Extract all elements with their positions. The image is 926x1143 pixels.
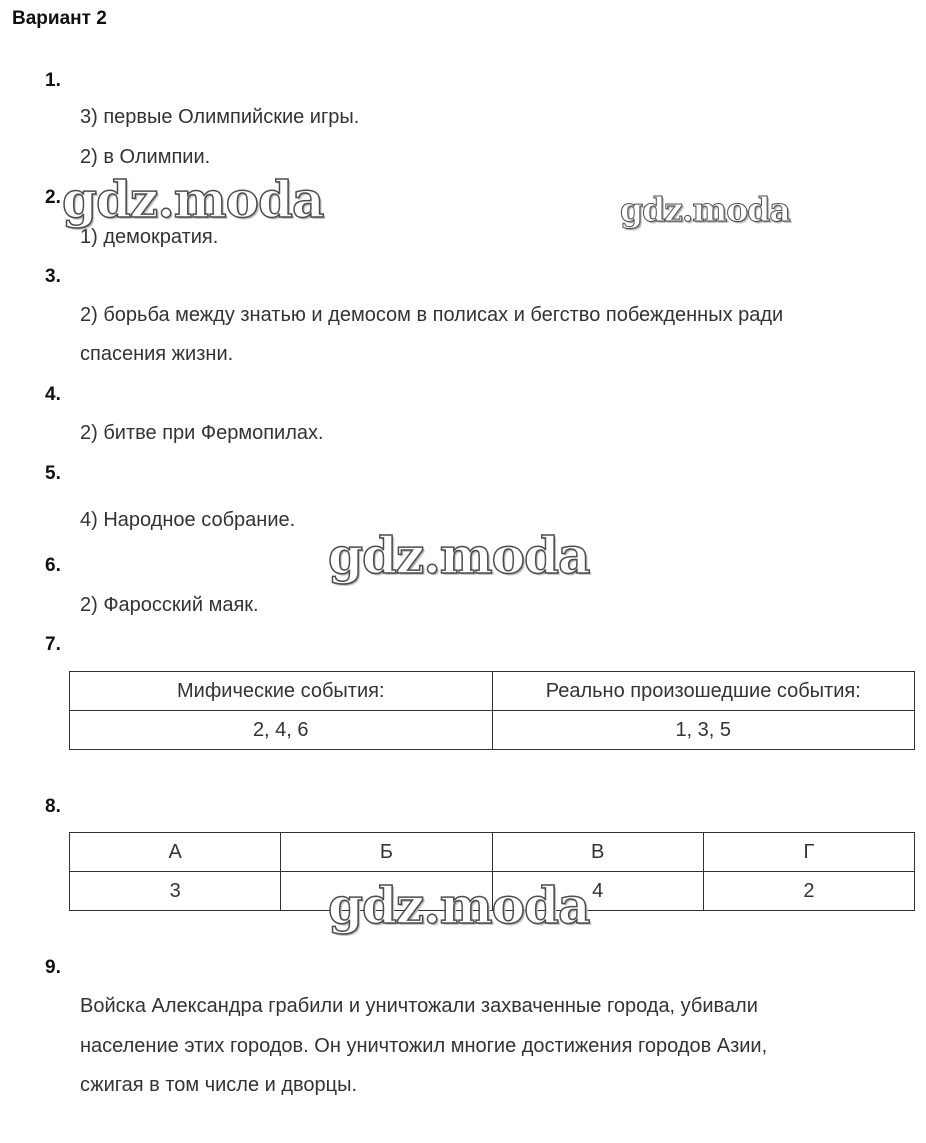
answer-1-line-1: 3) первые Олимпийские игры. (80, 106, 360, 128)
question-number-6: 6. (45, 555, 61, 576)
question-number-7: 7. (45, 634, 61, 655)
answer-2-line-1: 1) демократия. (80, 226, 219, 248)
table-cell (281, 872, 492, 911)
answer-6-line-1: 2) Фаросский маяк. (80, 594, 259, 616)
table-header-row (70, 672, 915, 711)
table-header-cell: Реально произошедшие события: (492, 672, 915, 711)
table-header-cell: В (492, 833, 703, 872)
answer-9-line-2: население этих городов. Он уничтожил многие достижения городов Азии, (80, 1035, 768, 1057)
answer-3-line-2: спасения жизни. (80, 343, 234, 365)
table-cell: 4 (492, 872, 703, 911)
answer-1-line-2: 2) в Олимпии. (80, 146, 211, 168)
watermark-logo: gdz.moda (328, 876, 590, 935)
question-number-1: 1. (45, 70, 61, 91)
table-header-row (70, 833, 915, 872)
answer-9-line-1: Войска Александра грабили и уничтожали захваченные города, убивали (80, 995, 758, 1017)
watermark-logo: gdz.moda (328, 526, 590, 585)
table-cell: 2, 4, 6 (70, 711, 493, 750)
table-header-cell: А (70, 833, 281, 872)
table-cell: 1, 3, 5 (492, 711, 915, 750)
table-cell: 2 (703, 872, 914, 911)
answer-5-line-1: 4) Народное собрание. (80, 509, 296, 531)
answer-4-line-1: 2) битве при Фермопилах. (80, 422, 324, 444)
table-cell: 3 (70, 872, 281, 911)
watermark-logo: gdz.moda (62, 170, 324, 229)
watermark-logo: gdz.moda (620, 190, 790, 229)
question-number-5: 5. (45, 463, 61, 484)
table-header-cell: Г (703, 833, 914, 872)
table-row (70, 872, 915, 911)
question-number-2: 2. (45, 187, 61, 208)
events-table (69, 671, 915, 750)
question-number-8: 8. (45, 796, 61, 817)
page-title: Вариант 2 (12, 8, 107, 29)
table-header-cell: Мифические события: (70, 672, 493, 711)
matching-table (69, 832, 915, 911)
table-header-cell: Б (281, 833, 492, 872)
question-number-4: 4. (45, 384, 61, 405)
answer-3-line-1: 2) борьба между знатью и демосом в полисах и бегство побежденных ради (80, 304, 784, 326)
question-number-3: 3. (45, 266, 61, 287)
answer-9-line-3: сжигая в том числе и дворцы. (80, 1074, 358, 1096)
table-row (70, 711, 915, 750)
question-number-9: 9. (45, 957, 61, 978)
